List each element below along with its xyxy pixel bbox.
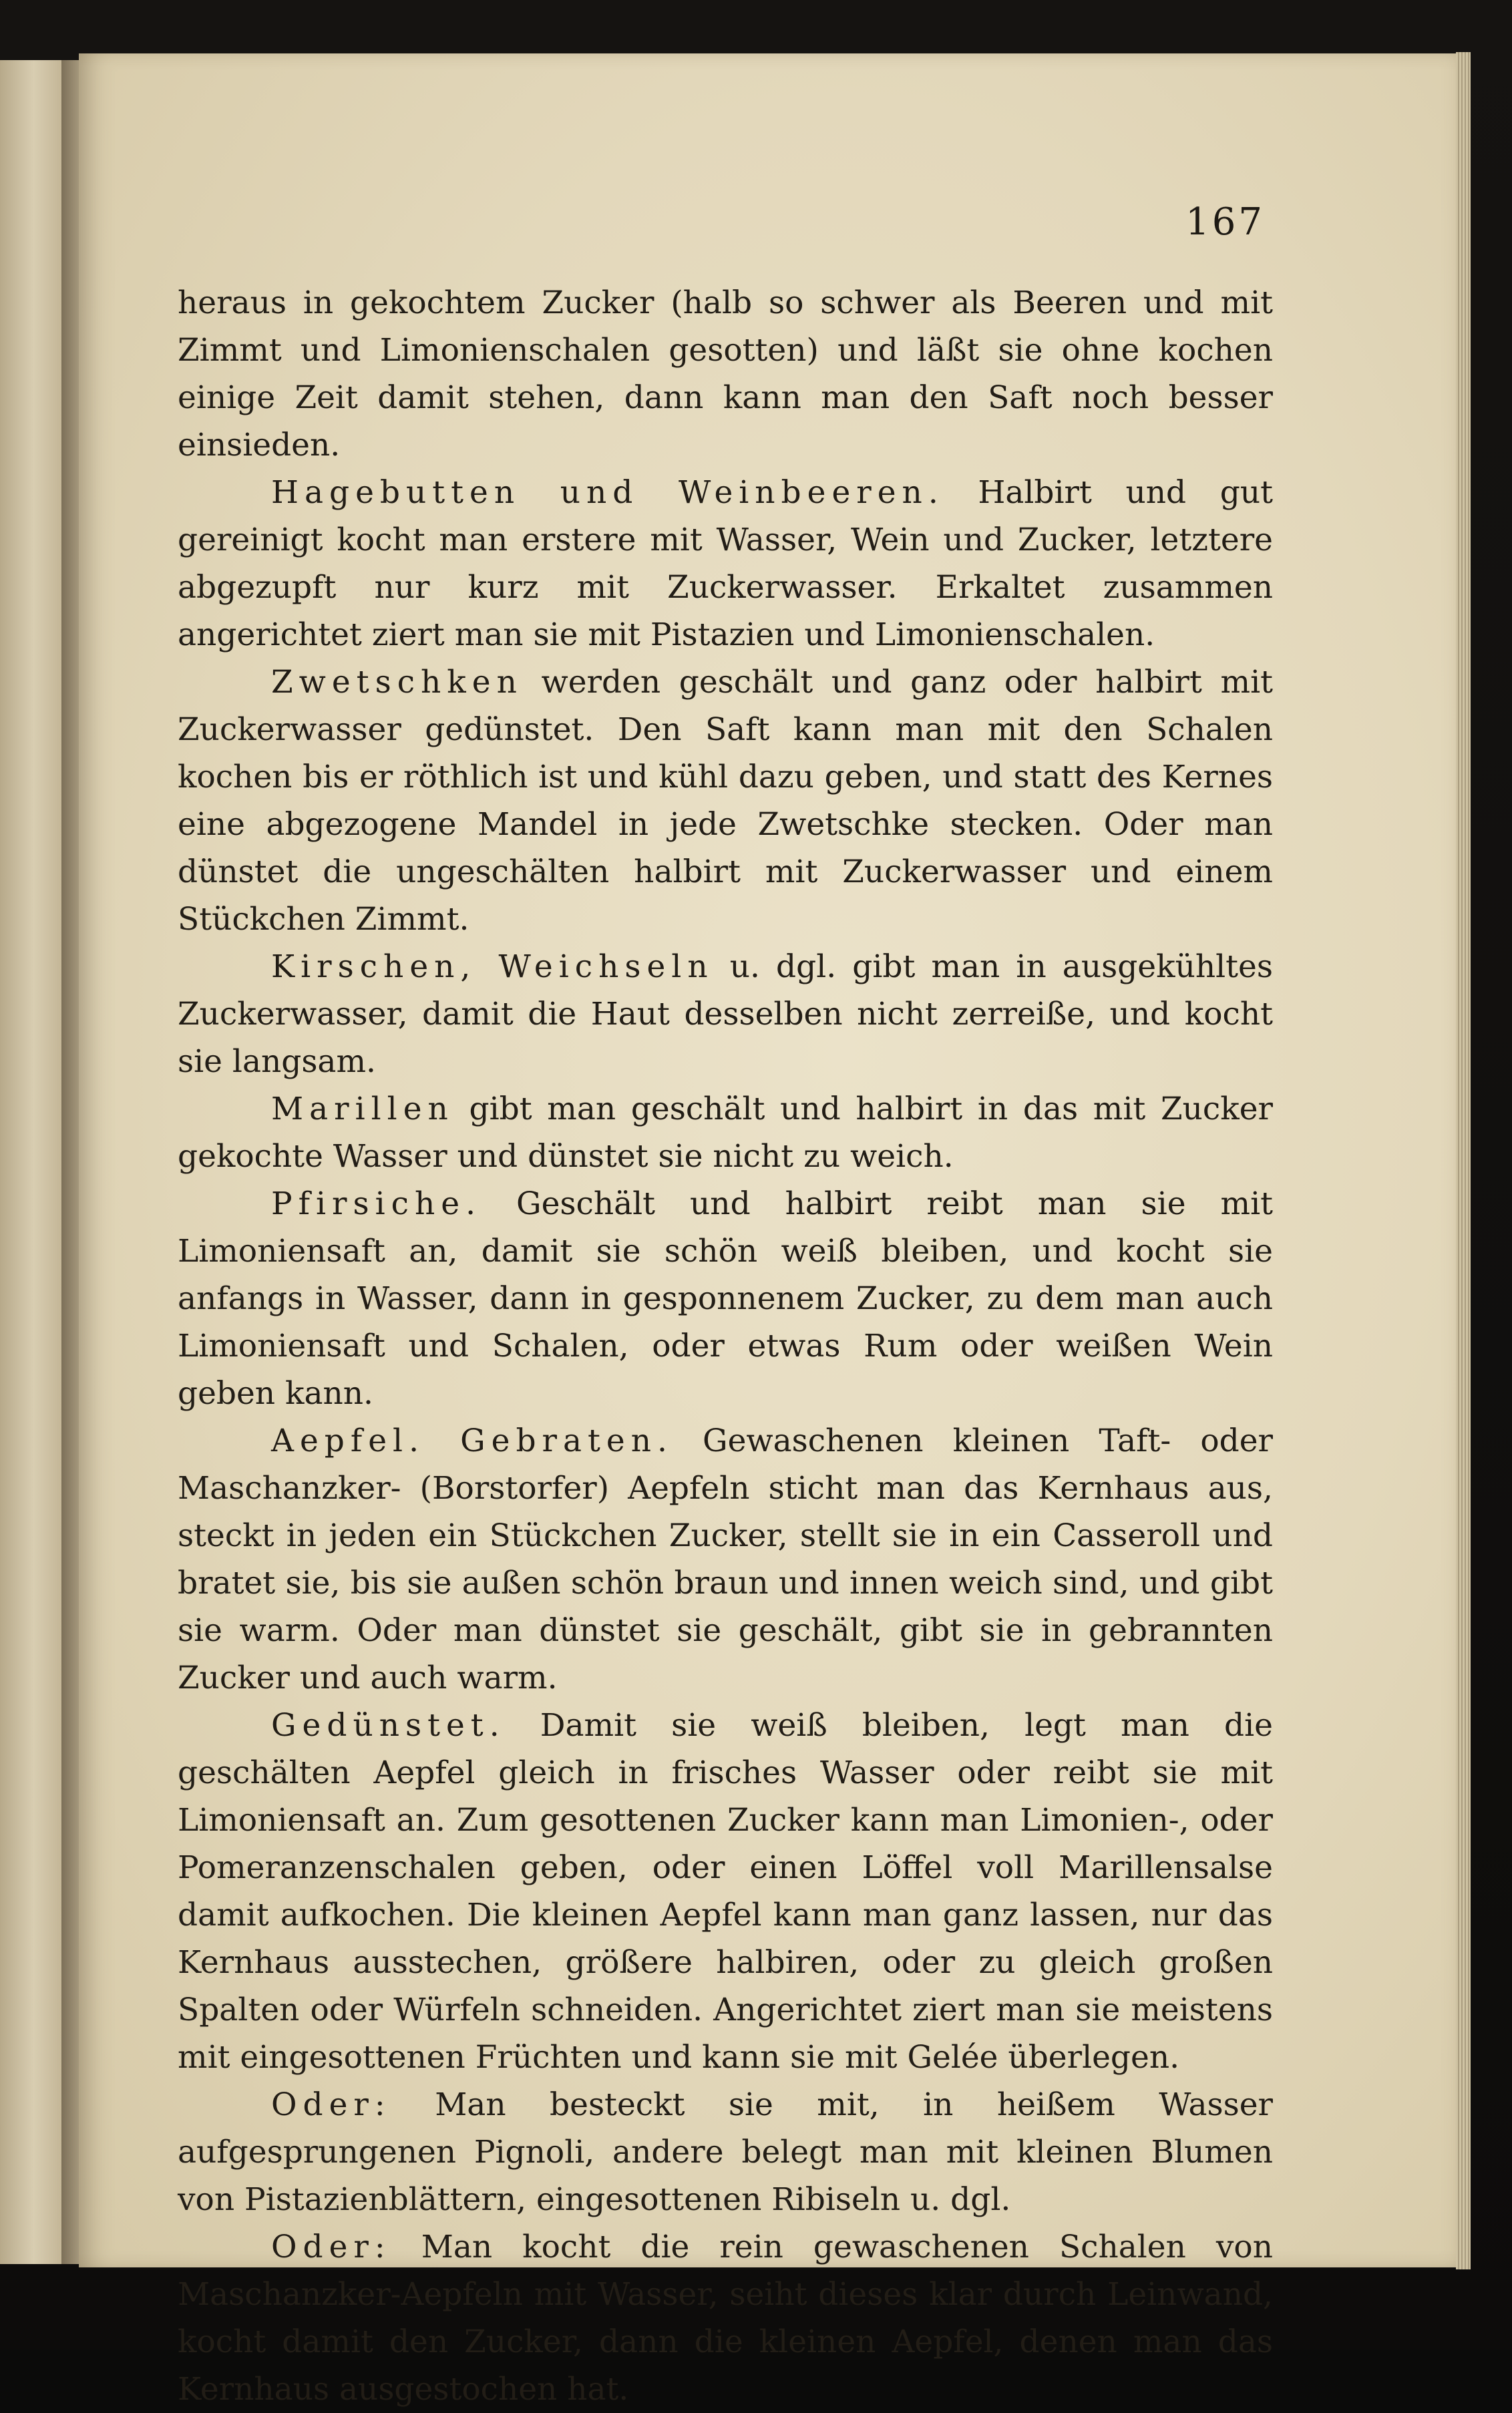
paragraph-text: u. dgl. gibt man in ausgekühltes Zuckerwasser, damit die Haut desselben nicht zerreiße, und kocht sie langsam. <box>178 948 1273 1080</box>
paragraph-text: werden geschält und ganz oder halbirt mit Zuckerwasser gedünstet. Den Saft kann man mit den Schalen kochen bis er röthlich ist und kühl dazu geben, und statt des Kernes eine abgezogene Mandel in jede Zwetschke stecken. Oder man dünstet die ungeschälten halbirt mit Zuckerwasser und einem Stückchen Zimmt. <box>178 664 1273 938</box>
paragraph-heading: Marillen <box>271 1091 454 1127</box>
paragraph-oder-1 <box>178 2081 1273 2223</box>
paragraph-heading: Pfirsiche. <box>271 1185 482 1222</box>
paragraph-text: heraus in gekochtem Zucker (halb so schwer als Beeren und mit Zimmt und Limonienschalen gesotten) und läßt sie ohne kochen einige Zeit damit stehen, dann kann man den Saft noch besser einsieden. <box>178 285 1273 463</box>
paragraph-text: Man kocht die rein gewaschenen Schalen von Maschanzker-Aepfeln mit Wasser, seiht dieses klar durch Leinwand, kocht damit den Zucker, dann die kleinen Aepfel, denen man das Kernhaus ausgestochen hat. <box>178 2229 1273 2408</box>
paragraph-heading: Gedünstet. <box>271 1707 506 1744</box>
paragraph-pfirsiche <box>178 1180 1273 1417</box>
paragraph-heading: Zwetschken <box>271 664 523 701</box>
paragraph-aepfel-gebraten <box>178 1417 1273 1702</box>
page-number: 167 <box>1185 200 1265 244</box>
paragraph-heading: Kirschen, Weichseln <box>271 948 714 985</box>
paragraph-oder-2 <box>178 2223 1273 2413</box>
paragraph-text: Gewaschenen kleinen Taft- oder Maschanzker- (Borstorfer) Aepfeln sticht man das Kernhaus aus, steckt in jeden ein Stückchen Zucker, stellt sie in ein Casseroll und bratet sie, bis sie außen schön braun und innen weich sind, und gibt sie warm. Oder man dünstet sie geschält, gibt sie in gebrannten Zucker und auch warm. <box>178 1423 1273 1696</box>
paragraph-text: Man besteckt sie mit, in heißem Wasser aufgesprungenen Pignoli, andere belegt man mit kleinen Blumen von Pistazienblättern, eingesottenen Ribiseln u. dgl. <box>178 2086 1273 2218</box>
paragraph-marillen <box>178 1085 1273 1180</box>
page-stack-edge <box>1456 52 1471 2269</box>
paragraph-heading: Oder: <box>271 2086 391 2123</box>
paragraph-kirschen <box>178 943 1273 1085</box>
paragraph-hagebutten <box>178 469 1273 659</box>
facing-page-edge <box>0 60 63 2264</box>
paragraph-heading: Oder: <box>271 2229 391 2265</box>
paragraph-text: Halbirt und gut gereinigt kocht man erstere mit Wasser, Wein und Zucker, letztere abgezupft nur kurz mit Zuckerwasser. Erkaltet zusammen angerichtet ziert man sie mit Pistazien und Limonienschalen. <box>178 474 1273 653</box>
paragraph-zwetschken <box>178 659 1273 943</box>
paragraph-text: Geschält und halbirt reibt man sie mit Limoniensaft an, damit sie schön weiß bleiben, und kocht sie anfangs in Wasser, dann in gesponnenem Zucker, zu dem man auch Limoniensaft und Schalen, oder etwas Rum oder weißen Wein geben kann. <box>178 1185 1273 1412</box>
book-gutter <box>61 60 80 2264</box>
paragraph-text: Damit sie weiß bleiben, legt man die geschälten Aepfel gleich in frisches Wasser oder reibt sie mit Limoniensaft an. Zum gesottenen Zucker kann man Limonien-, oder Pomeranzenschalen geben, oder einen Löffel voll Marillensalse damit aufkochen. Die kleinen Aepfel kann man ganz lassen, nur das Kernhaus ausstechen, größere halbiren, oder zu gleich großen Spalten oder Würfeln schneiden. Angerichtet ziert man sie meistens mit eingesottenen Früchten und kann sie mit Gelée überlegen. <box>178 1707 1273 2076</box>
body-text <box>178 279 1273 2413</box>
paragraph-text: gibt man geschält und halbirt in das mit Zucker gekochte Wasser und dünstet sie nicht zu weich. <box>178 1091 1273 1175</box>
paragraph-heading: Hagebutten und Weinbeeren. <box>271 474 944 511</box>
paragraph-gedunstet <box>178 1702 1273 2081</box>
paragraph-heading: Aepfel. Gebraten. <box>271 1423 673 1459</box>
paragraph-continuation <box>178 279 1273 469</box>
